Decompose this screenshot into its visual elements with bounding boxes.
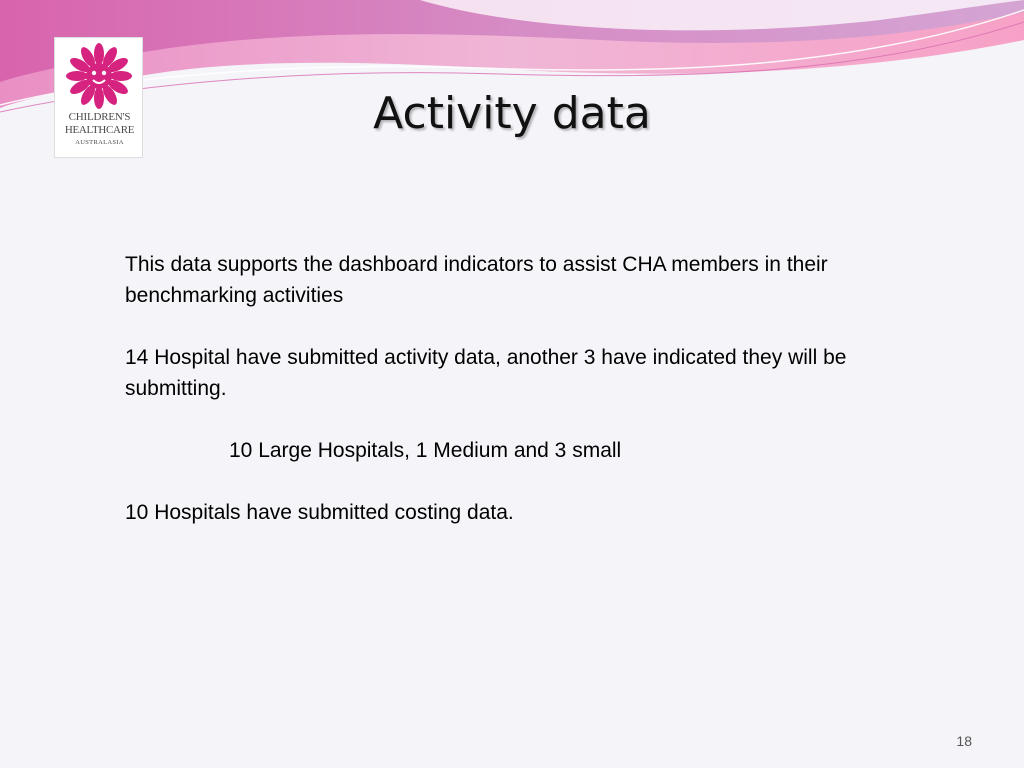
page-number: 18: [956, 733, 972, 749]
paragraph-costing: 10 Hospitals have submitted costing data.: [125, 501, 514, 524]
paragraph-hospital-sizes: 10 Large Hospitals, 1 Medium and 3 small: [229, 439, 622, 462]
paragraph-dashboard: This data supports the dashboard indicators to assist CHA members in their benchmarking activities: [125, 253, 828, 307]
paragraph-gap: [125, 404, 945, 435]
slide-body: [125, 249, 945, 528]
logo-text-line1: CHILDREN'S: [68, 111, 131, 123]
logo-text-line2: HEALTHCARE: [64, 124, 135, 136]
paragraph-gap: [125, 311, 945, 342]
slide-title-text: Activity data: [373, 88, 651, 139]
logo-text-line3: AUSTRALASIA: [75, 139, 124, 146]
paragraph-gap: [125, 466, 945, 497]
paragraph-activity: 14 Hospital have submitted activity data, another 3 have indicated they will be submitting.: [125, 346, 847, 400]
slide-title: [0, 88, 1024, 139]
